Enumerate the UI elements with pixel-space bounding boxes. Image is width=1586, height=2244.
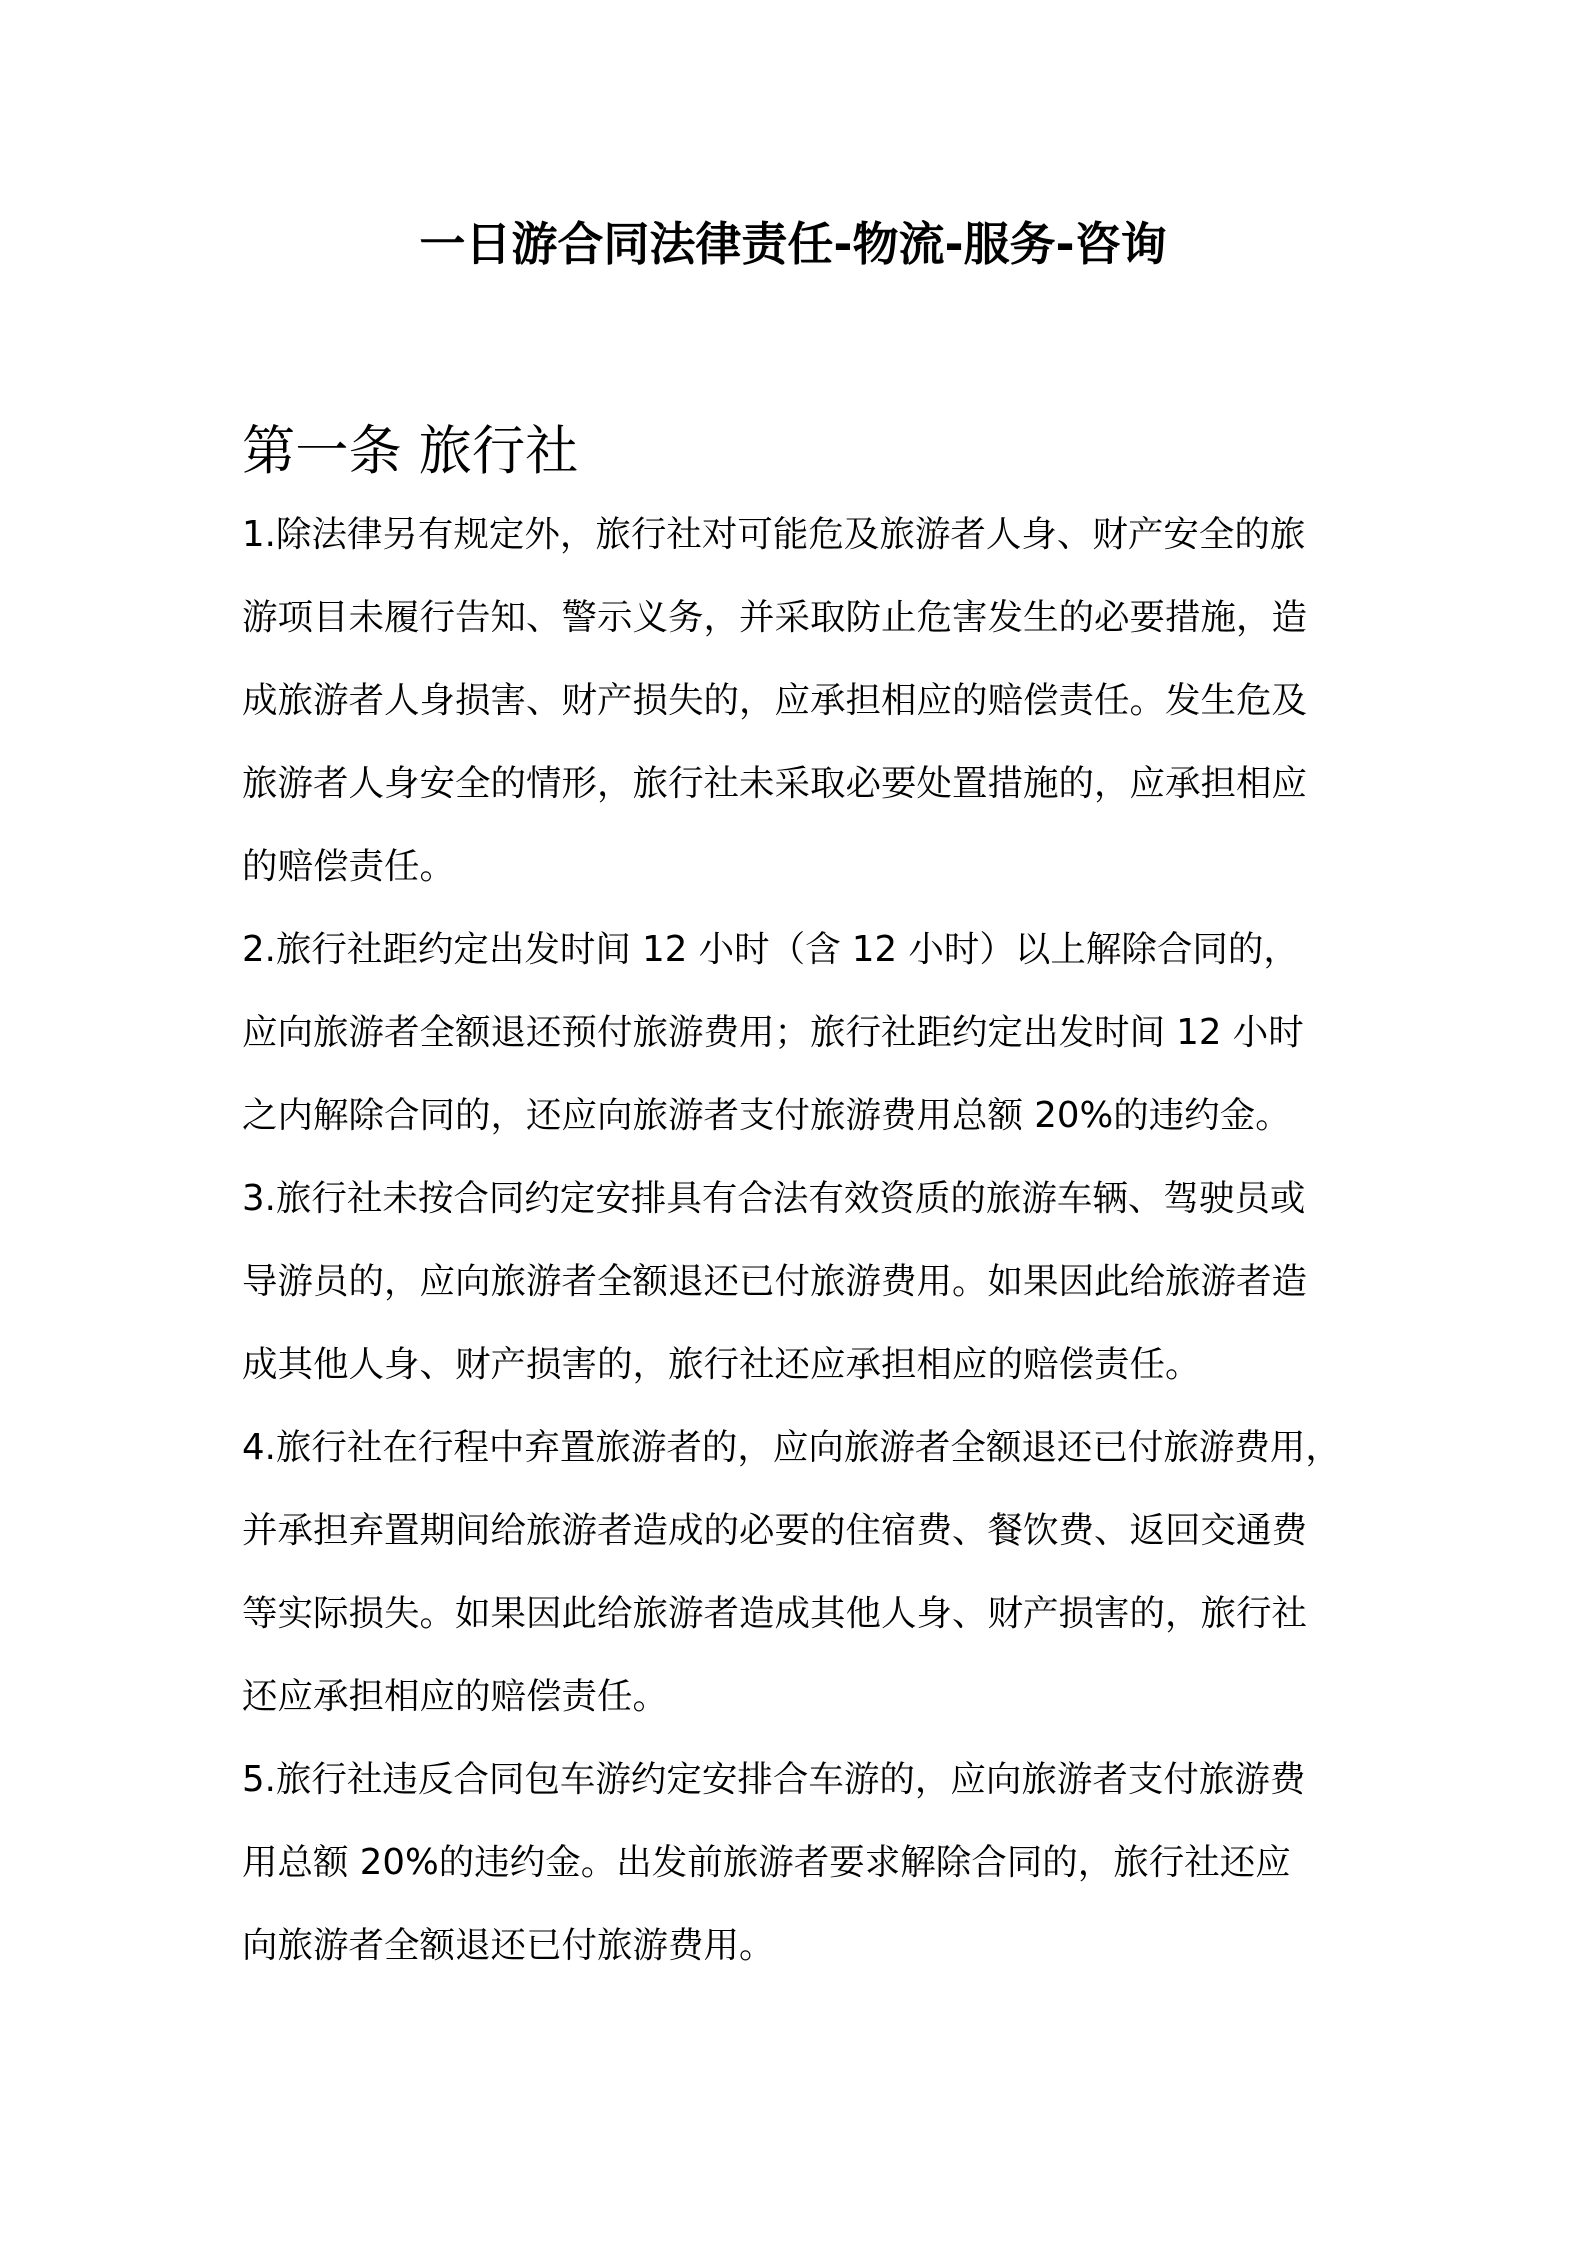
- clause-line: 4.旅行社在行程中弃置旅游者的，应向旅游者全额退还已付旅游费用，: [242, 1427, 1341, 1468]
- clause-2: [242, 908, 1352, 1157]
- clause-line: 旅游者人身安全的情形，旅行社未采取必要处置措施的，应承担相应: [242, 763, 1308, 804]
- clause-3: [242, 1157, 1352, 1406]
- clause-line: 向旅游者全额退还已付旅游费用。: [242, 1925, 775, 1966]
- clause-line: 之内解除合同的，还应向旅游者支付旅游费用总额 20%的违约金。: [242, 1095, 1291, 1136]
- clause-line: 1.除法律另有规定外，旅行社对可能危及旅游者人身、财产安全的旅: [242, 514, 1306, 555]
- clause-line: 用总额 20%的违约金。出发前旅游者要求解除合同的，旅行社还应: [242, 1842, 1291, 1883]
- clause-line: 5.旅行社违反合同包车游约定安排合车游的，应向旅游者支付旅游费: [242, 1759, 1306, 1800]
- clause-4: [242, 1406, 1352, 1738]
- clause-line: 成其他人身、财产损害的，旅行社还应承担相应的赔偿责任。: [242, 1344, 1201, 1385]
- clause-5: [242, 1738, 1352, 1987]
- clause-line: 导游员的，应向旅游者全额退还已付旅游费用。如果因此给旅游者造: [242, 1261, 1308, 1302]
- clause-line: 游项目未履行告知、警示义务，并采取防止危害发生的必要措施，造: [242, 597, 1308, 638]
- clause-line: 应向旅游者全额退还预付旅游费用；旅行社距约定出发时间 12 小时: [242, 1012, 1304, 1053]
- clause-line: 的赔偿责任。: [242, 846, 456, 887]
- section-heading: 第一条 旅行社: [242, 420, 579, 482]
- clause-line: 等实际损失。如果因此给旅游者造成其他人身、财产损害的，旅行社: [242, 1593, 1308, 1634]
- clause-line: 2.旅行社距约定出发时间 12 小时（含 12 小时）以上解除合同的，: [242, 929, 1299, 970]
- clause-line: 3.旅行社未按合同约定安排具有合法有效资质的旅游车辆、驾驶员或: [242, 1178, 1306, 1219]
- document-body: [242, 410, 1352, 1987]
- clause-1: [242, 493, 1352, 908]
- clause-line: 并承担弃置期间给旅游者造成的必要的住宿费、餐饮费、返回交通费: [242, 1510, 1308, 1551]
- clause-line: 成旅游者人身损害、财产损失的，应承担相应的赔偿责任。发生危及: [242, 680, 1308, 721]
- clause-line: 还应承担相应的赔偿责任。: [242, 1676, 669, 1717]
- document-title: 一日游合同法律责任-物流-服务-咨询: [419, 217, 1167, 271]
